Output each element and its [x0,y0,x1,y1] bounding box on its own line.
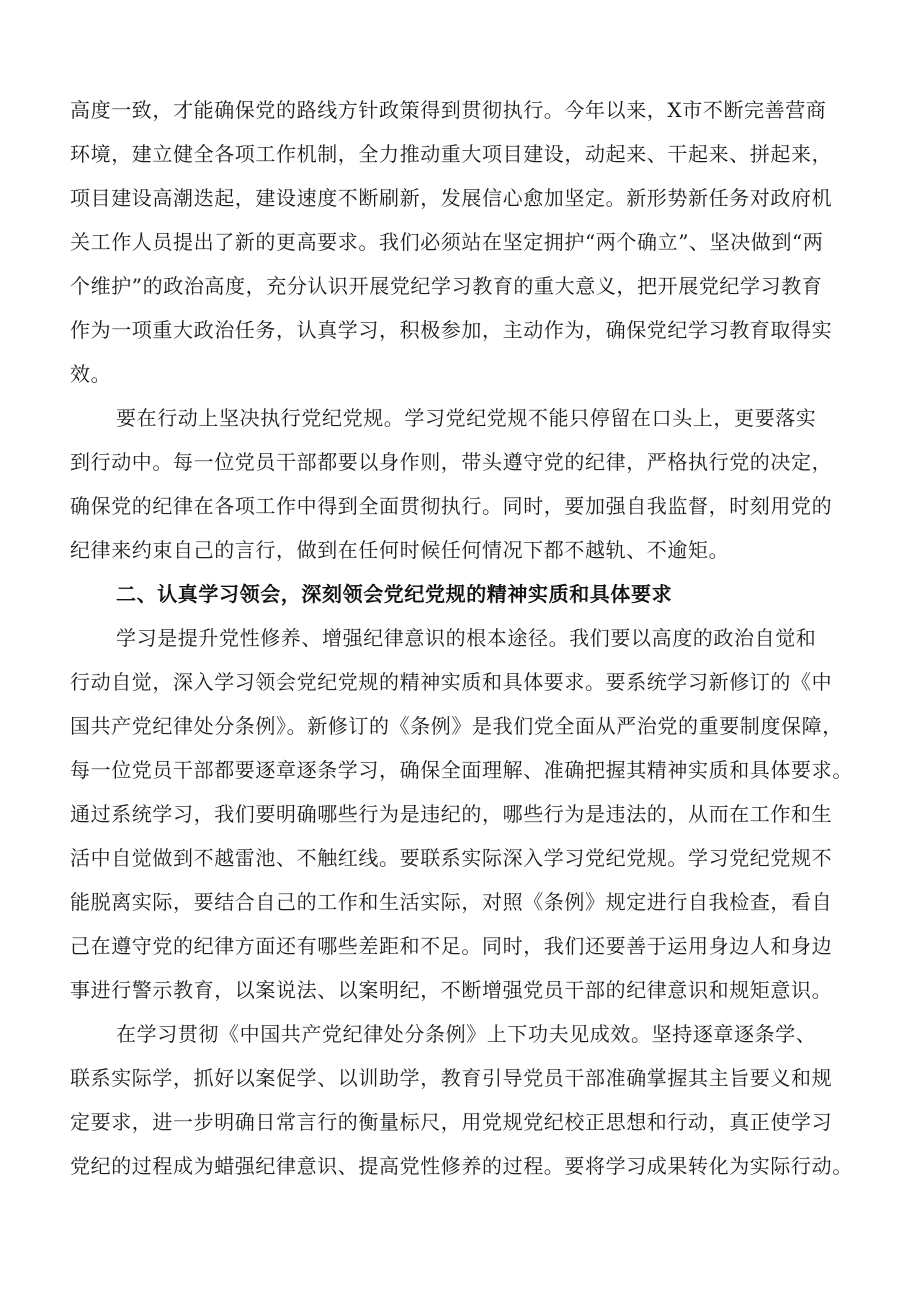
paragraph-line: 行动自觉，深入学习领会党纪党规的精神实质和具体要求。要系统学习新修订的《中 [70,670,833,694]
paragraph-line: 党纪的过程成为蜡强纪律意识、提高党性修养的过程。要将学习成果转化为实际行动。 [70,1154,853,1178]
paragraph-line: 纪律来约束自己的言行，做到在任何时候任何情况下都不越轨、不逾矩。 [70,538,730,562]
paragraph-line: 事进行警示教育，以案说法、以案明纪，不断增强党员干部的纪律意识和规矩意识。 [70,978,833,1002]
paragraph-line: 个维护”的政治高度，充分认识开展党纪学习教育的重大意义，把开展党纪学习教育 [70,274,823,298]
paragraph-line: 定要求，进一步明确日常言行的衡量标尺，用党规党纪校正思想和行动，真正使学习 [70,1110,833,1134]
paragraph-line: 国共产党纪律处分条例》。新修订的《条例》是我们党全面从严治党的重要制度保障， [70,714,843,738]
document-body [70,88,860,1188]
paragraph-2 [70,396,860,572]
paragraph-line: 联系实际学，抓好以案促学、以训助学，教育引导党员干部准确掌握其主旨要义和规 [70,1066,833,1090]
paragraph-4 [70,1012,860,1188]
paragraph-line: 高度一致，才能确保党的路线方针政策得到贯彻执行。今年以来，X市不断完善营商 [70,98,827,122]
paragraph-line: 每一位党员干部都要逐章逐条学习，确保全面理解、准确把握其精神实质和具体要求。 [70,758,853,782]
paragraph-line: 确保党的纪律在各项工作中得到全面贯彻执行。同时，要加强自我监督，时刻用党的 [70,494,833,518]
paragraph-line: 环境，建立健全各项工作机制，全力推动重大项目建设，动起来、干起来、拼起来， [70,142,833,166]
paragraph-line: 关工作人员提出了新的更高要求。我们必须站在坚定拥护“两个确立”、坚决做到“两 [70,230,824,254]
paragraph-1 [70,88,860,396]
paragraph-line: 通过系统学习，我们要明确哪些行为是违纪的，哪些行为是违法的，从而在工作和生 [70,802,833,826]
section-heading: 二、认真学习领会，深刻领会党纪党规的精神实质和具体要求 [116,582,673,606]
paragraph-line: 作为一项重大政治任务，认真学习，积极参加，主动作为，确保党纪学习教育取得实 [70,318,833,342]
paragraph-line: 在学习贯彻《中国共产党纪律处分条例》上下功夫见成效。坚持逐章逐条学、 [116,1022,817,1046]
paragraph-3 [70,616,860,1012]
paragraph-line: 要在行动上坚决执行党纪党规。学习党纪党规不能只停留在口头上，更要落实 [116,406,817,430]
paragraph-line: 效。 [70,362,112,386]
paragraph-line: 能脱离实际，要结合自己的工作和生活实际，对照《条例》规定进行自我检查，看自 [70,890,833,914]
paragraph-line: 到行动中。每一位党员干部都要以身作则，带头遵守党的纪律，严格执行党的决定， [70,450,833,474]
paragraph-line: 学习是提升党性修养、增强纪律意识的根本途径。我们要以高度的政治自觉和 [116,626,817,650]
paragraph-line: 己在遵守党的纪律方面还有哪些差距和不足。同时，我们还要善于运用身边人和身边 [70,934,833,958]
paragraph-line: 活中自觉做到不越雷池、不触红线。要联系实际深入学习党纪党规。学习党纪党规不 [70,846,833,870]
paragraph-line: 项目建设高潮迭起，建设速度不断刷新，发展信心愈加坚定。新形势新任务对政府机 [70,186,833,210]
